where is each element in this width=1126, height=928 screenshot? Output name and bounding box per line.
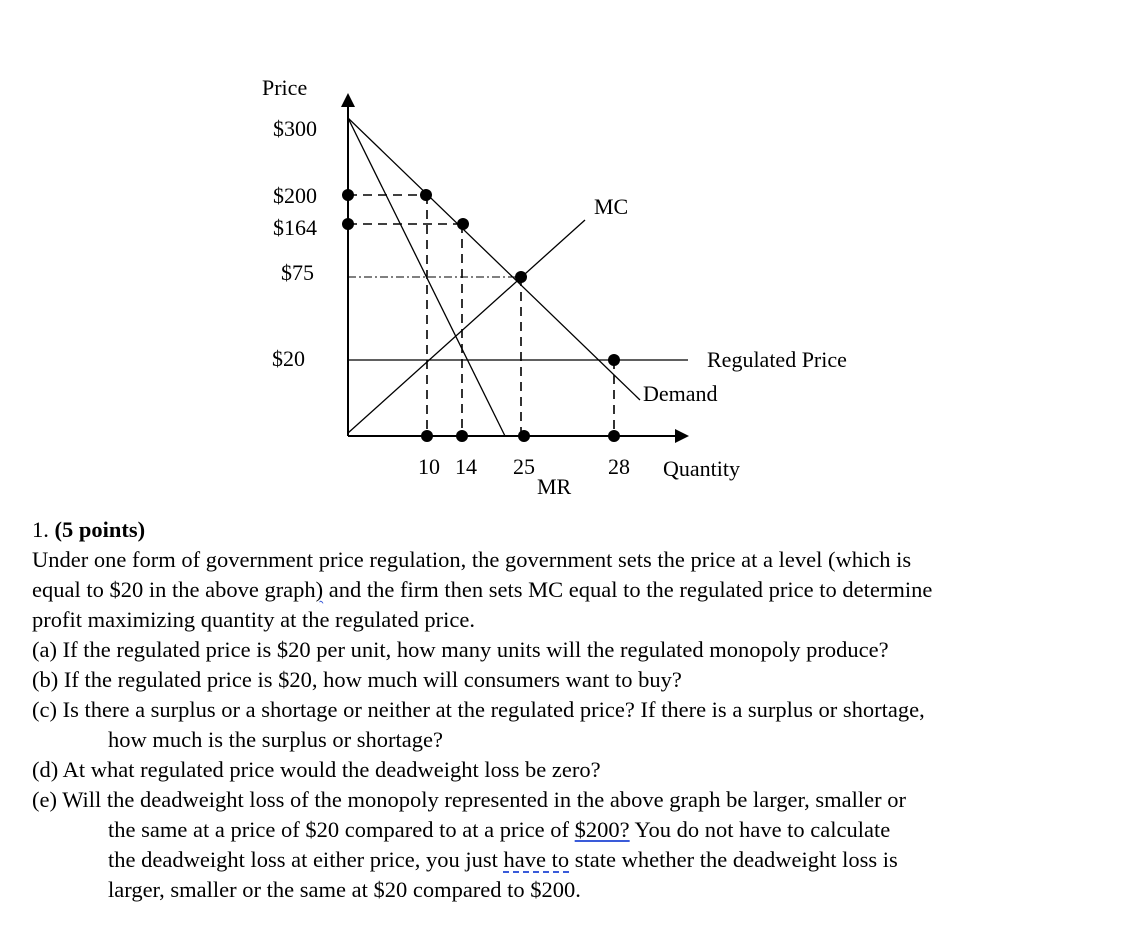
- intro-line-2c: and the firm then sets MC equal to the regulated price to determine: [323, 577, 933, 602]
- part-c-line-2: how much is the surplus or shortage?: [108, 727, 443, 752]
- demand-curve: [348, 118, 640, 400]
- mc-label: MC: [594, 194, 629, 219]
- intro-line-2: [32, 575, 932, 605]
- part-e-line-2: [32, 815, 890, 845]
- dot-demand-200: [420, 189, 432, 201]
- part-d: (d) At what regulated price would the deadweight loss be zero?: [32, 757, 601, 782]
- price-label-75: $75: [281, 260, 314, 285]
- price-label-164: $164: [273, 215, 317, 240]
- dot-qty-25: [518, 430, 530, 442]
- part-e-line-3c: state whether the deadweight loss is: [569, 847, 898, 872]
- qty-label-25: 25: [513, 454, 535, 479]
- mr-label: MR: [537, 474, 572, 499]
- qty-label-28: 28: [608, 454, 630, 479]
- part-e-line-3a: the deadweight loss at either price, you just: [108, 847, 504, 872]
- y-axis-arrow: [341, 93, 355, 107]
- part-e-line-2c: You do not have to calculate: [629, 817, 891, 842]
- y-axis-label: Price: [262, 75, 308, 100]
- question-number: 1.: [32, 517, 49, 542]
- price-200-underlined: $200?: [574, 817, 630, 842]
- have-to-underlined: have to: [503, 847, 570, 872]
- question-points: (5 points): [54, 517, 146, 542]
- regulated-price-label: Regulated Price: [707, 347, 847, 372]
- part-b: (b) If the regulated price is $20, how much will consumers want to buy?: [32, 667, 682, 692]
- part-c-line-1: (c) Is there a surplus or a shortage or neither at the regulated price? If there is a surplus or shortage,: [32, 697, 925, 722]
- dot-mc-demand: [515, 271, 527, 283]
- price-label-20: $20: [272, 346, 305, 371]
- dot-regulated-demand: [608, 354, 620, 366]
- dot-price-200: [342, 189, 354, 201]
- part-a: (a) If the regulated price is $20 per unit, how many units will the regulated monopoly produce?: [32, 637, 889, 662]
- dot-demand-164: [457, 218, 469, 230]
- part-e-line-1: (e) Will the deadweight loss of the monopoly represented in the above graph be larger, smaller or: [32, 787, 906, 812]
- intro-line-1: Under one form of government price regulation, the government sets the price at a level (which is: [32, 547, 912, 572]
- x-axis-arrow: [675, 429, 689, 443]
- demand-label: Demand: [643, 381, 718, 406]
- intro-line-2a: equal to $20 in the above graph: [32, 577, 316, 602]
- part-e-line-2a: the same at a price of $20 compared to at a price of: [108, 817, 575, 842]
- intro-line-3: profit maximizing quantity at the regulated price.: [32, 607, 475, 632]
- x-axis-label: Quantity: [663, 456, 740, 481]
- price-label-300: $300: [273, 116, 317, 141]
- qty-label-10: 10: [418, 454, 440, 479]
- dot-price-164: [342, 218, 354, 230]
- intro-paren: ): [315, 577, 324, 602]
- part-e-line-3: [32, 845, 898, 875]
- price-label-200: $200: [273, 183, 317, 208]
- dot-qty-14: [456, 430, 468, 442]
- part-e-line-4: larger, smaller or the same at $20 compared to $200.: [108, 877, 581, 902]
- mc-curve: [348, 220, 585, 433]
- dot-qty-10: [421, 430, 433, 442]
- qty-label-14: 14: [455, 454, 477, 479]
- dot-qty-28: [608, 430, 620, 442]
- question-title: [32, 515, 145, 545]
